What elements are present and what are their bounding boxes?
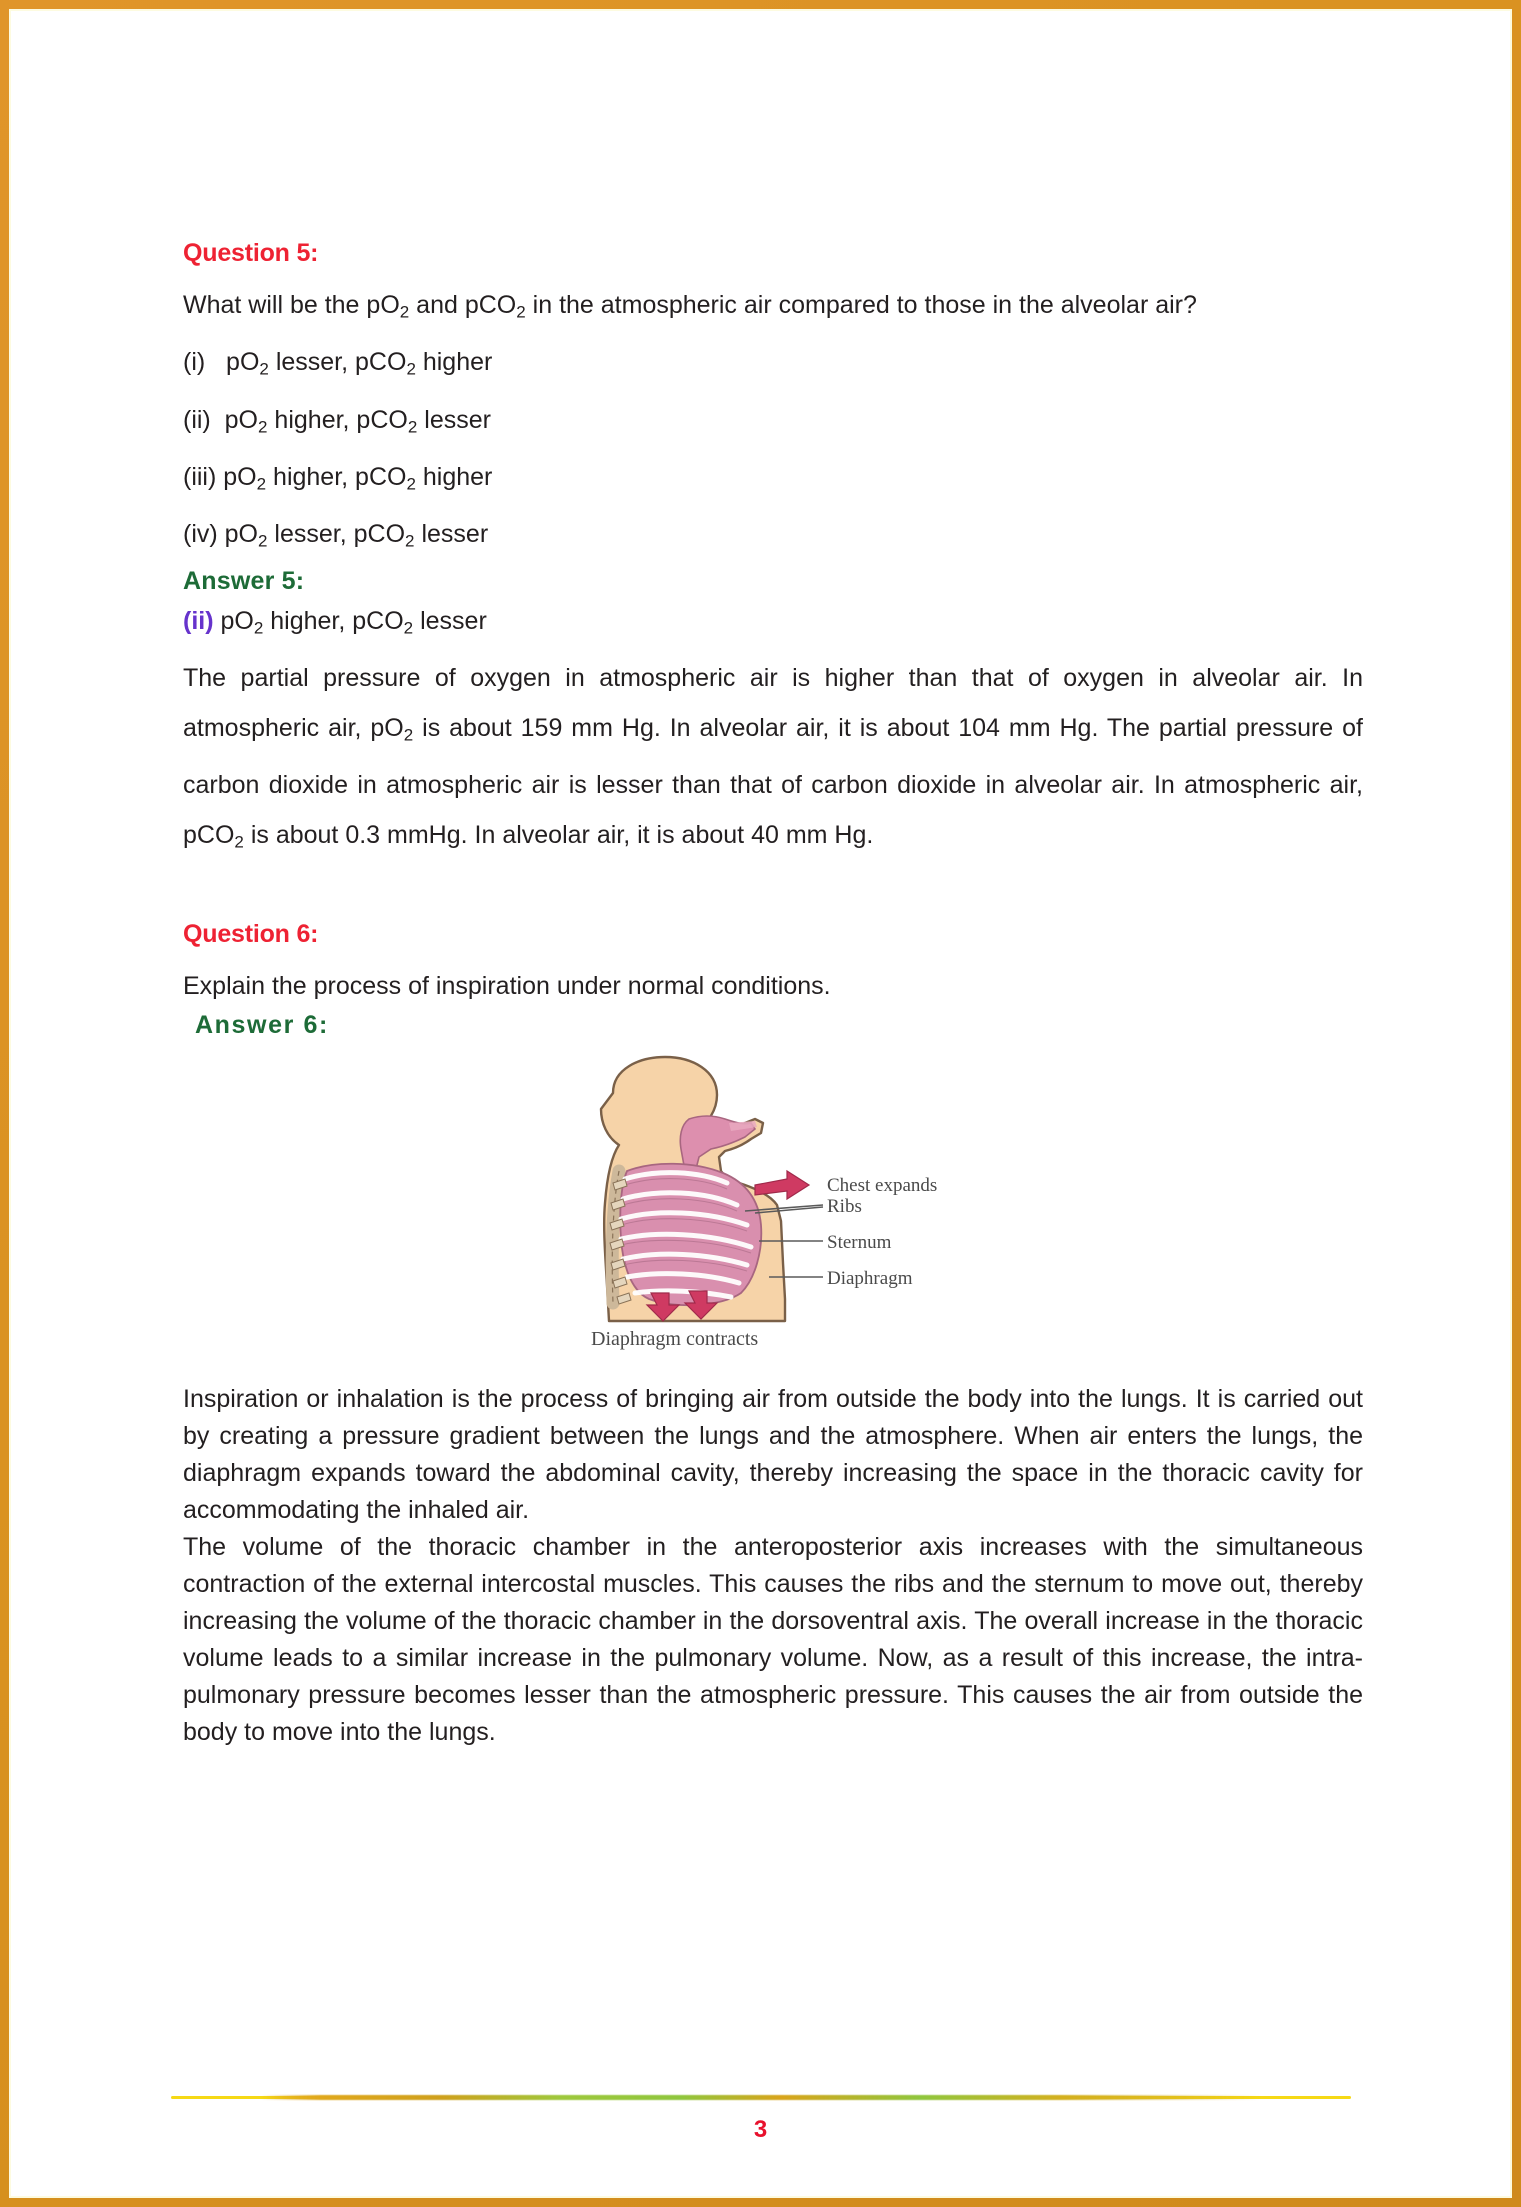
answer-5-choice-end: lesser bbox=[413, 606, 487, 635]
option-i-sub-b: 2 bbox=[406, 359, 416, 379]
option-iv-a: pO bbox=[224, 520, 259, 549]
answer-6-paragraph-2: The volume of the thoracic chamber in the anteroposterior axis increases with the simultaneous contraction of the external intercostal muscles. This causes the ribs and the sternum to move out, thereby increasing the volume of the thoracic chamber in the dorsoventral axis. The overall increase in the thoracic volume leads to a similar increase in the pulmonary volume. Now, as a result of this increase, the intra-pulmonary pressure becomes lesser than the atmospheric pressure. This causes the air from outside the body to move into the lungs. bbox=[183, 1533, 1363, 1747]
option-ii-sub-a: 2 bbox=[258, 416, 268, 436]
answer-5-paragraph bbox=[183, 653, 1363, 868]
label-ribs: Ribs bbox=[827, 1196, 862, 1218]
option-i-marker: (i) bbox=[183, 348, 227, 377]
option-ii bbox=[183, 395, 1363, 452]
section-spacer bbox=[183, 868, 1363, 920]
figure-spacer bbox=[183, 1361, 1363, 1381]
answer-6-heading: Answer 6: bbox=[195, 1010, 329, 1039]
answer-5-choice-a: pO bbox=[213, 606, 254, 635]
q5-sub-2: 2 bbox=[516, 302, 526, 322]
answer-5-para-part1: The partial pressure of oxygen in atmospheric air is higher than that of oxygen in alveolar air. In atmospheric air, pO bbox=[183, 663, 1363, 742]
option-ii-marker: (ii) bbox=[183, 405, 225, 434]
torso-diagram-svg bbox=[493, 1053, 1053, 1353]
question-6-prompt: Explain the process of inspiration under normal conditions. bbox=[183, 971, 831, 1000]
answer-5-para-sub-1: 2 bbox=[403, 725, 414, 745]
answer-5-choice-sub-a: 2 bbox=[253, 617, 264, 637]
document-content bbox=[183, 239, 1363, 1751]
option-iii-sub-b: 2 bbox=[406, 474, 416, 494]
option-iv-marker: (iv) bbox=[183, 520, 225, 549]
option-iii-marker: (iii) bbox=[183, 462, 224, 491]
ribcage-group bbox=[610, 1164, 761, 1306]
option-ii-a: pO bbox=[224, 405, 259, 434]
option-i-a: pO bbox=[226, 348, 260, 377]
option-ii-end: lesser bbox=[417, 405, 491, 434]
question-6-heading: Question 6: bbox=[183, 919, 319, 948]
footer-divider-band-accent bbox=[261, 2095, 1261, 2100]
answer-5-choice-marker: (ii) bbox=[183, 606, 214, 635]
question-5-heading: Question 5: bbox=[183, 239, 319, 267]
option-iv-sub-b: 2 bbox=[405, 531, 415, 551]
option-ii-sub-b: 2 bbox=[407, 416, 418, 436]
option-iv-mid: lesser, pCO bbox=[267, 520, 406, 549]
option-ii-mid: higher, pCO bbox=[267, 405, 408, 434]
option-i-end: higher bbox=[415, 348, 493, 377]
label-diaphragm-contracts: Diaphragm contracts bbox=[591, 1328, 759, 1351]
q5-sub-1: 2 bbox=[399, 302, 410, 322]
q5-prompt-part1: What will be the pO bbox=[183, 290, 400, 319]
page-number: 3 bbox=[753, 2116, 768, 2143]
option-iv-sub-a: 2 bbox=[258, 531, 268, 551]
option-i-mid: lesser, pCO bbox=[268, 348, 407, 377]
answer-5-choice-sub-b: 2 bbox=[403, 617, 414, 637]
answer-6-paragraph-1: Inspiration or inhalation is the process of bringing air from outside the body into the lungs. It is carried out by creating a pressure gradient between the lungs and the atmosphere. When air enters the lungs, the diaphragm expands toward the abdominal cavity, thereby increasing the space in the thoracic cavity for accommodating the inhaled air. bbox=[183, 1385, 1363, 1525]
option-iii bbox=[183, 452, 1363, 509]
option-iv bbox=[183, 509, 1363, 566]
answer-5-choice bbox=[183, 596, 1363, 653]
answer-5-para-sub-2: 2 bbox=[234, 832, 244, 852]
answer-5-para-part2: is about 159 mm Hg. In alveolar air, it is about 104 mm Hg. The partial pressure of carbon dioxide in atmospheric air is lesser than that of carbon dioxide in alveolar air. In atmospheric air, pCO bbox=[183, 713, 1363, 850]
option-iii-a: pO bbox=[223, 462, 257, 491]
label-sternum: Sternum bbox=[827, 1232, 892, 1254]
option-iii-sub-a: 2 bbox=[256, 474, 267, 494]
page-footer bbox=[11, 2093, 1510, 2144]
label-chest-expands: Chest expands bbox=[827, 1175, 938, 1197]
inspiration-diagram bbox=[183, 1053, 1363, 1361]
label-diaphragm: Diaphragm bbox=[827, 1268, 913, 1290]
answer-5-choice-mid: higher, pCO bbox=[263, 606, 404, 635]
option-iii-mid: higher, pCO bbox=[266, 462, 407, 491]
q5-prompt-part3: in the atmospheric air compared to those in the alveolar air? bbox=[525, 290, 1197, 319]
answer-5-heading: Answer 5: bbox=[183, 566, 305, 595]
answer-5-para-part3: is about 0.3 mmHg. In alveolar air, it is about 40 mm Hg. bbox=[243, 821, 874, 850]
footer-divider bbox=[171, 2093, 1351, 2102]
option-iv-end: lesser bbox=[414, 520, 489, 549]
page-inner bbox=[9, 9, 1512, 2198]
option-i bbox=[183, 337, 1363, 394]
option-iii-end: higher bbox=[415, 462, 493, 491]
option-i-sub-a: 2 bbox=[259, 359, 269, 379]
question-5-prompt bbox=[183, 280, 1363, 337]
q5-prompt-part2: and pCO bbox=[409, 290, 517, 319]
